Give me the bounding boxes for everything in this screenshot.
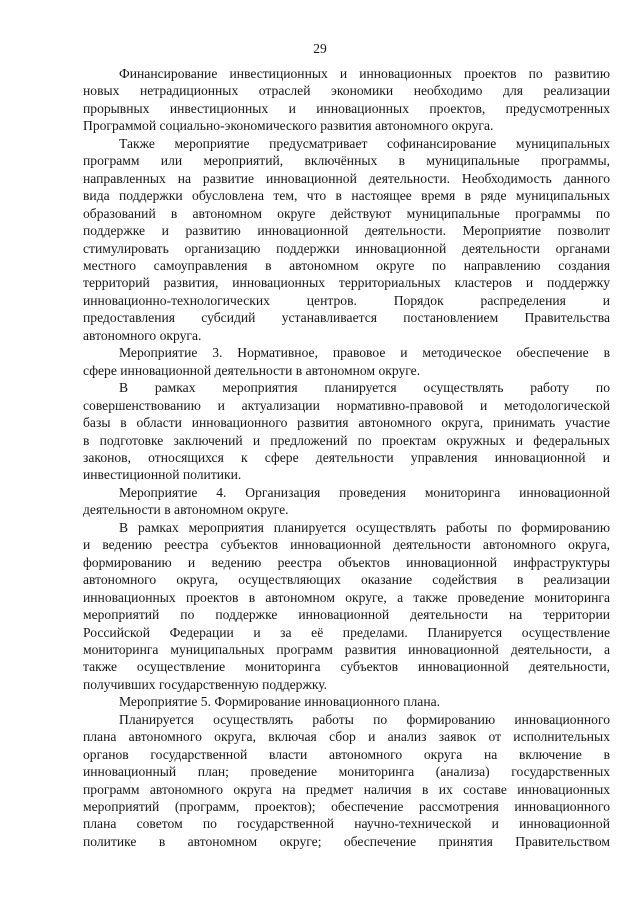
paragraph — [83, 344, 610, 379]
text-line: поддержке и развитию инновационной деятельности. Мероприятие позволит — [83, 223, 610, 239]
text-line: программ или мероприятий, включённых в муниципальные программы, — [83, 153, 610, 169]
text-line: территорий развития, инновационных территориальных кластеров и поддержку — [83, 275, 610, 291]
text-line: получивших государственную поддержку. — [83, 676, 328, 692]
text-line: прорывных инвестиционных и инновационных проектов, предусмотренных — [83, 100, 610, 116]
text-line: политике в автономном округе; обеспечение принятия Правительством — [83, 833, 610, 849]
text-line: Российской Федерации и за её пределами. Планируется осуществление — [83, 624, 610, 640]
text-line: инвестиционной политики. — [83, 467, 242, 483]
text-line: Планируется осуществлять работы по формированию инновационного — [119, 711, 610, 727]
text-line: базы в области инновационного развития автономного округа, принимать участие — [83, 415, 610, 431]
text-line: мониторинга муниципальных программ развития инновационной деятельности, а — [83, 641, 610, 657]
text-line: формированию и ведению реестра объектов инновационной инфраструктуры — [83, 554, 610, 570]
text-line: Мероприятие 4. Организация проведения мониторинга инновационной — [119, 484, 610, 500]
text-line: мероприятий (программ, проектов); обеспечение рассмотрения инновационного — [83, 799, 610, 815]
text-line: законов, относящихся к сфере деятельности управления инновационной и — [83, 449, 610, 465]
paragraph — [83, 519, 610, 694]
text-line: направленных на развитие инновационной деятельности. Необходимость данного — [83, 170, 610, 186]
text-line: инновационно-технологических центров. Порядок распределения и — [83, 292, 610, 308]
text-line: вида поддержки обусловлена тем, что в настоящее время в ряде муниципальных — [83, 188, 610, 204]
text-line: автономного округа, осуществляющих оказание содействия в реализации — [83, 572, 610, 588]
text-line: Мероприятие 5. Формирование инновационного плана. — [119, 694, 441, 710]
paragraph — [83, 693, 610, 710]
text-line: Также мероприятие предусматривает софинансирование муниципальных — [119, 135, 610, 151]
text-line: мероприятий по поддержке инновационной деятельности на территории — [83, 607, 610, 623]
text-line: совершенствованию и актуализации нормативно-правовой и методологической — [83, 397, 610, 413]
text-line: Программой социально-экономического развития автономного округа. — [83, 118, 494, 134]
text-line: Мероприятие 3. Нормативное, правовое и методическое обеспечение в — [119, 345, 610, 361]
text-line: плана автономного округа, включая сбор и анализ заявок от исполнительных — [83, 729, 610, 745]
text-line: в подготовке заключений и предложений по проектам окружных и федеральных — [83, 432, 610, 448]
text-line: плана советом по государственной научно-технической и инновационной — [83, 816, 610, 832]
text-line: Финансирование инвестиционных и инновационных проектов по развитию — [119, 66, 610, 81]
text-line: инновационный план; проведение мониторинга (анализа) государственных — [83, 764, 610, 780]
paragraph — [83, 484, 610, 519]
paragraph — [83, 135, 610, 344]
text-line: и ведению реестра субъектов инновационной деятельности автономного округа, — [83, 537, 610, 553]
text-line: новых нетрадиционных отраслей экономики необходимо для реализации — [83, 83, 610, 99]
text-line: сфере инновационной деятельности в автономном округе. — [83, 362, 421, 378]
text-line: образований в автономном округе действуют муниципальные программы по — [83, 205, 610, 221]
text-line: стимулировать организацию поддержки инновационной деятельности органами — [83, 240, 610, 256]
paragraph — [83, 65, 610, 135]
text-line: местного самоуправления в автономном округе по направлению создания — [83, 257, 610, 273]
text-line: деятельности в автономном округе. — [83, 502, 289, 518]
text-line: В рамках мероприятия планируется осуществлять работу по — [119, 380, 610, 396]
document-body — [83, 65, 610, 850]
page-number: 29 — [313, 41, 327, 56]
paragraph — [83, 711, 610, 851]
paragraph — [83, 379, 610, 484]
text-line: предоставления субсидий устанавливается постановлением Правительства — [83, 310, 610, 326]
text-line: органов государственной власти автономного округа на включение в — [83, 746, 610, 762]
text-line: также осуществление мониторинга субъектов инновационной деятельности, — [83, 659, 610, 675]
text-line: инновационных проектов в автономном округе, а также проведение мониторинга — [83, 589, 610, 605]
text-line: автономного округа. — [83, 327, 202, 343]
text-line: программ автономного округа на предмет наличия в их составе инновационных — [83, 781, 610, 797]
text-line: В рамках мероприятия планируется осуществлять работы по формированию — [119, 519, 610, 535]
